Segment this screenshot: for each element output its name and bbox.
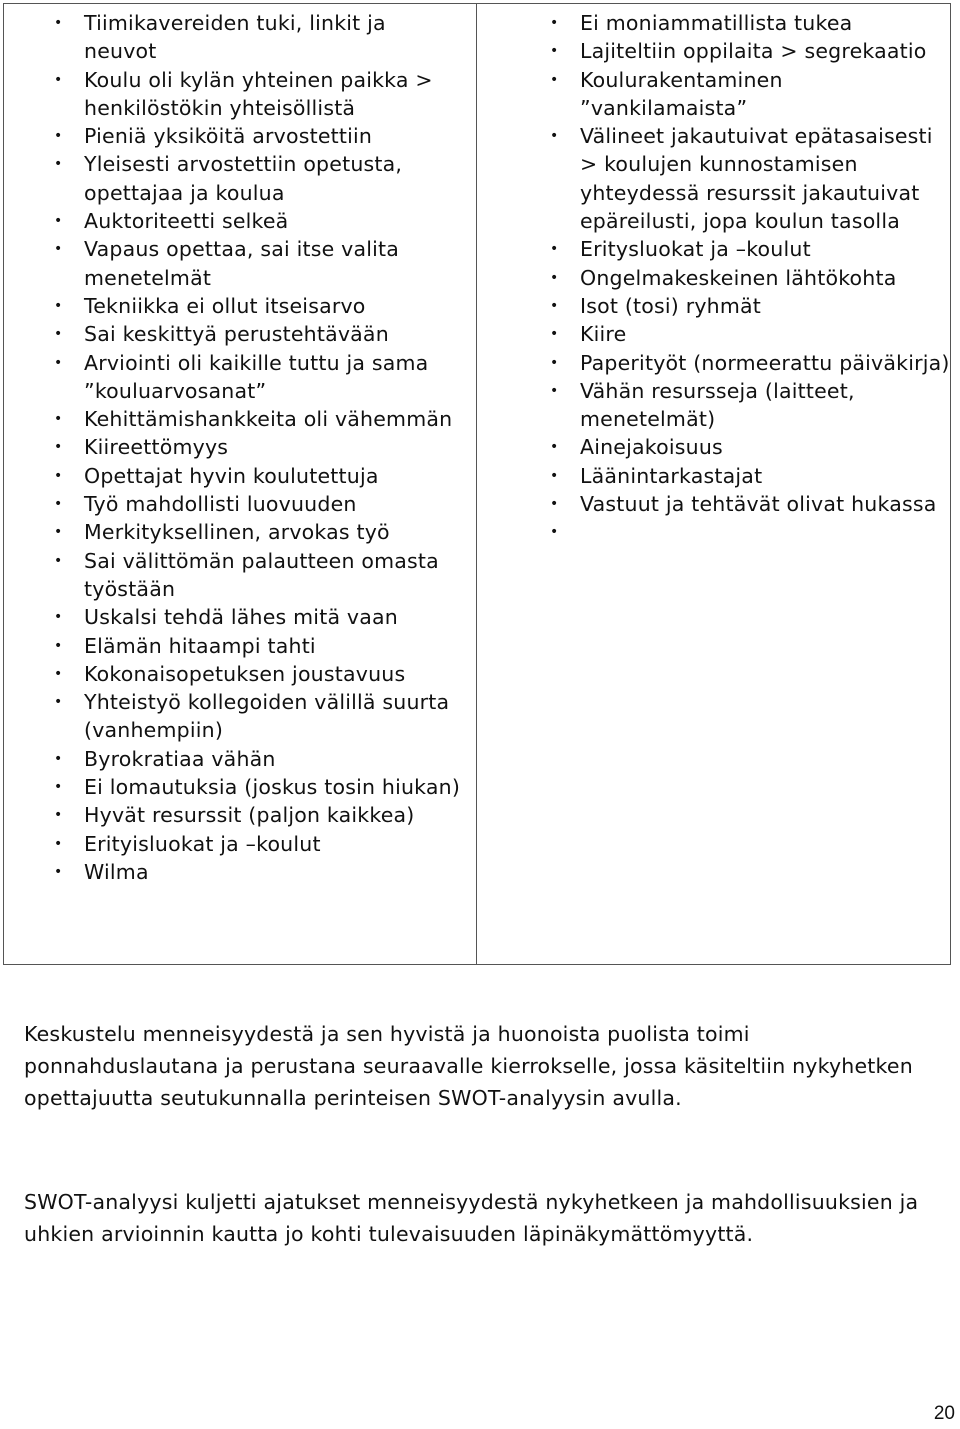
list-item [54, 518, 464, 546]
list-item [550, 377, 950, 434]
bullet-icon: • [54, 524, 63, 541]
list-item-text: Vähän resursseja (laitteet, menetelmät) [580, 378, 855, 432]
right-column [477, 4, 950, 964]
list-item-text: Arviointi oli kaikille tuttu ja sama ”kouluarvosanat” [84, 350, 429, 403]
bullet-icon: • [550, 71, 559, 88]
list-item-text: Uskalsi tehdä lähes mitä vaan [84, 605, 398, 630]
list-item-text: Elämän hitaampi tahti [84, 633, 316, 658]
bullet-icon: • [54, 411, 63, 428]
list-item [550, 462, 950, 490]
paragraph-swot: SWOT-analyysi kuljetti ajatukset menneisyydestä nykyhetkeen ja mahdollisuuksien ja uhkien arvioinnin kautta jo kohti tulevaisuuden läpinäkymättömyyttä. [24, 1190, 919, 1246]
list-item [54, 433, 464, 461]
bullet-icon: • [550, 241, 559, 258]
list-item [550, 66, 950, 123]
list-item [54, 207, 464, 235]
bullet-icon: • [54, 467, 63, 484]
bullet-icon: • [54, 71, 63, 88]
list-item-text: Läänintarkastajat [580, 463, 763, 488]
list-item-text: Työ mahdollisti luovuuden [84, 492, 357, 517]
list-item-text: Ongelmakeskeinen lähtökohta [580, 265, 897, 290]
bullet-icon: • [54, 609, 63, 626]
list-item-text: Auktoriteetti selkeä [84, 209, 289, 234]
list-item-text: Erityisluokat ja –koulut [84, 831, 321, 856]
list-item-text: Yhteistyö kollegoiden välillä suurta (vanhempiin) [84, 690, 450, 743]
list-item [550, 37, 950, 65]
list-item [54, 773, 464, 801]
list-item [54, 745, 464, 773]
list-item-text: Isot (tosi) ryhmät [580, 293, 762, 318]
list-item [550, 320, 950, 348]
bullet-icon: • [550, 128, 559, 145]
list-item [54, 490, 464, 518]
list-item-text: Byrokratiaa vähän [84, 746, 276, 771]
list-item-text: Tiimikavereiden tuki, linkit ja neuvot [84, 11, 386, 64]
list-item [54, 9, 464, 66]
list-item-text: Kiireettömyys [84, 435, 229, 460]
bullet-icon: • [550, 43, 559, 60]
bullet-icon: • [550, 439, 559, 456]
list-item-text: Ei lomautuksia (joskus tosin hiukan) [84, 775, 461, 800]
list-item [550, 518, 950, 546]
list-item [54, 320, 464, 348]
list-item-text: Pieniä yksiköitä arvostettiin [84, 124, 373, 149]
list-item [54, 603, 464, 631]
bullet-icon: • [54, 750, 63, 767]
paragraph-discussion: Keskustelu menneisyydestä ja sen hyvistä ja huonoista puolista toimi ponnahduslautana ja perustana seuraavalle kierrokselle, jossa käsiteltiin nykyhetken opettajuutta seutukunnalla perinteisen SWOT-analyysin avulla. [24, 1022, 913, 1110]
list-item-text: Kiire [580, 322, 627, 347]
list-item [54, 660, 464, 688]
bullet-icon: • [550, 467, 559, 484]
list-item-text: Koulu oli kylän yhteinen paikka > henkilöstökin yhteisöllistä [84, 67, 433, 120]
list-item [550, 9, 950, 37]
list-item [550, 264, 950, 292]
list-item-text: Ainejakoisuus [580, 435, 723, 460]
bullet-icon: • [54, 835, 63, 852]
bullet-icon: • [54, 779, 63, 796]
list-item [54, 235, 464, 292]
list-item [550, 433, 950, 461]
list-item [54, 688, 464, 745]
list-item [550, 235, 950, 263]
bullet-icon: • [550, 382, 559, 399]
list-item [550, 292, 950, 320]
list-item-text: Lajiteltiin oppilaita > segrekaatio [580, 39, 927, 64]
bullet-icon: • [54, 213, 63, 230]
list-item-text: Merkityksellinen, arvokas työ [84, 520, 390, 545]
bullet-icon: • [54, 665, 63, 682]
bullet-icon: • [550, 326, 559, 343]
list-item [54, 150, 464, 207]
list-item-text: Paperityöt (normeerattu päiväkirja) [580, 350, 950, 375]
list-item-text: Kokonaisopetuksen joustavuus [84, 661, 406, 686]
list-item-text: Vapaus opettaa, sai itse valita menetelmät [84, 237, 400, 290]
swot-table [3, 3, 951, 965]
list-item [550, 122, 950, 235]
list-item [54, 405, 464, 433]
list-item [54, 292, 464, 320]
list-item [54, 122, 464, 150]
list-item-text: Opettajat hyvin koulutettuja [84, 463, 379, 488]
list-item-text: Tekniikka ei ollut itseisarvo [84, 293, 366, 318]
bullet-icon: • [550, 269, 559, 286]
left-column [4, 4, 477, 964]
list-item [54, 632, 464, 660]
list-item [550, 490, 950, 518]
list-item-text: Koulurakentaminen ”vankilamaista” [580, 67, 783, 120]
bullet-icon: • [54, 637, 63, 654]
bullet-icon: • [54, 694, 63, 711]
list-item [54, 547, 464, 604]
list-item [54, 801, 464, 829]
list-item [54, 858, 464, 886]
left-bullet-list [54, 9, 476, 886]
bullet-icon: • [54, 297, 63, 314]
list-item-text: Wilma [84, 859, 149, 884]
bullet-icon: • [54, 241, 63, 258]
list-item-text: Sai keskittyä perustehtävään [84, 322, 389, 347]
bullet-icon: • [550, 524, 559, 541]
bullet-icon: • [54, 354, 63, 371]
list-item [550, 349, 950, 377]
list-item-text: Sai välittömän palautteen omasta työstään [84, 548, 439, 601]
bullet-icon: • [54, 496, 63, 513]
bullet-icon: • [550, 15, 559, 31]
bullet-icon: • [550, 297, 559, 314]
bullet-icon: • [54, 807, 63, 824]
list-item-text: Kehittämishankkeita oli vähemmän [84, 407, 453, 432]
bullet-icon: • [54, 15, 63, 31]
list-item-text: Ei moniammatillista tukea [580, 11, 853, 35]
list-item-text: Eritysluokat ja –koulut [580, 237, 811, 262]
list-item [54, 66, 464, 123]
bullet-icon: • [54, 156, 63, 173]
list-item-text: Yleisesti arvostettiin opetusta, opettajaa ja koulua [84, 152, 403, 205]
bullet-icon: • [550, 496, 559, 513]
bullet-icon: • [54, 439, 63, 456]
list-item-text: Hyvät resurssit (paljon kaikkea) [84, 803, 415, 828]
list-item [54, 349, 464, 406]
page-number: 20 [933, 1403, 955, 1424]
list-item [54, 830, 464, 858]
bullet-icon: • [54, 326, 63, 343]
bullet-icon: • [54, 552, 63, 569]
list-item-text: Välineet jakautuivat epätasaisesti > koulujen kunnostamisen yhteydessä resurssit jakautuivat epäreilusti, jopa koulun tasolla [580, 124, 933, 234]
list-item [54, 462, 464, 490]
bullet-icon: • [54, 863, 63, 880]
bullet-icon: • [550, 354, 559, 371]
list-item-text: Vastuut ja tehtävät olivat hukassa [580, 492, 937, 517]
bullet-icon: • [54, 128, 63, 145]
right-bullet-list [550, 9, 950, 547]
